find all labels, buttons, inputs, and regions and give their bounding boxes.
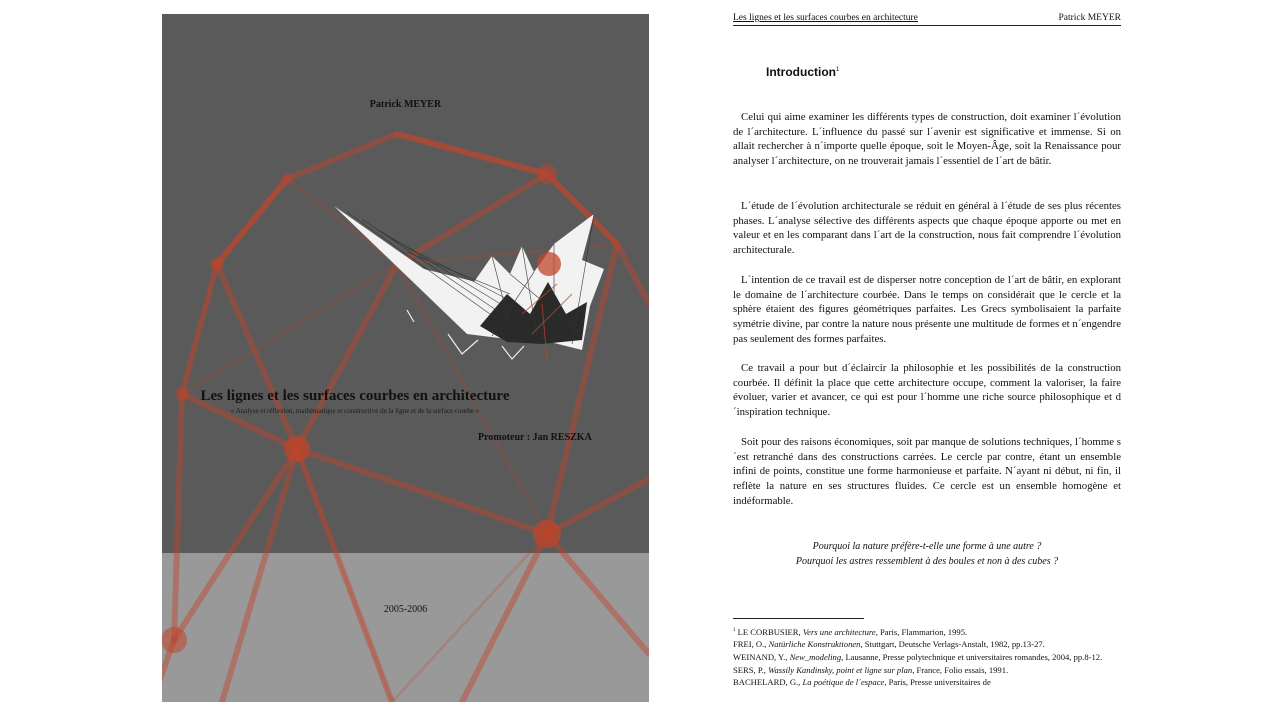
- footnote-details: , France, Folio essais, 1991.: [912, 664, 1009, 675]
- cover-author: Patrick MEYER: [369, 99, 442, 110]
- cover-promoter: Promoteur : Jan RESZKA: [478, 432, 592, 443]
- footnote-details: , Lausanne, Presse polytechnique et universitaires romandes, 2004, pp.8-12.: [841, 652, 1103, 663]
- footnote-ref: 1: [835, 67, 840, 73]
- footnote-title: Vers une architecture: [802, 626, 876, 637]
- cover-page: [162, 14, 649, 702]
- paragraph: Celui qui aime examiner les différents types de construction, doit examiner l´évolution de l´architecture. L´influence du passé sur l´avenir est significative et immense. Si on allait rechercher à n´importe quelle époque, soit le Moyen-Âge, soit la Renaissance pour analyser l´architecture, on ne trouverait jamais l´essentiel de l´art de bâtir.: [733, 111, 1121, 168]
- text-page: [733, 0, 1121, 720]
- question-line: Pourquoi la nature préfère-t-elle une forme à une autre ?: [812, 541, 1042, 552]
- closing-questions: [733, 540, 1121, 569]
- section-heading: [766, 65, 839, 79]
- footnotes: [733, 625, 1121, 689]
- footnote-title: Natürliche Konstruktionen: [768, 639, 861, 650]
- footnote: [733, 664, 1121, 677]
- running-header: [733, 13, 1121, 26]
- footnote-author: WEINAND, Y.,: [733, 652, 790, 663]
- footnote-author: FREI, O.,: [733, 639, 769, 650]
- paragraph: Ce travail a pour but d´éclaircir la philosophie et les possibilités de la construction courbée. Il définit la place que cette architecture occupe, comment la valoriser, la faire évoluer, varier et avancer, ce qui est pour l´homme une riche source philosophique et d´inspiration technique.: [733, 362, 1121, 419]
- footnote: [733, 625, 1121, 638]
- hyperbolic-paraboloid-structure-icon: [334, 206, 604, 359]
- header-author: Patrick MEYER: [1058, 13, 1121, 23]
- question-line: Pourquoi les astres ressemblent à des boules et non à des cubes ?: [795, 555, 1059, 567]
- footnote-author: LE CORBUSIER,: [737, 626, 803, 637]
- cover-title: Les lignes et les surfaces courbes en architecture: [200, 388, 510, 404]
- cover-subtitle: « Analyse et réflexion, mathématique et constructive de la ligne et de la surface courbe »: [230, 407, 480, 415]
- footnote-details: , Stuttgart, Deutsche Verlags-Anstalt, 1982, pp.13-27.: [860, 639, 1045, 650]
- paragraph: Soit pour des raisons économiques, soit par manque de solutions techniques, l´homme s´est retranché dans des constructions carrées. Le cercle par contre, étant un ensemble infini de points, constitue une forme harmonieuse et parfaite. N´ayant ni début, ni fin, il reflète la nature en ses structures fluides. Ce cercle est un ensemble homogène et indéformable.: [733, 436, 1121, 507]
- footnote-divider: [733, 618, 864, 619]
- footnote-details: , Paris, Flammarion, 1995.: [875, 626, 968, 637]
- geodesic-network-graphic: [162, 14, 649, 702]
- paragraph: L´intention de ce travail est de disperser notre conception de l´art de bâtir, en explorant le domaine de l´architecture courbée. Dans le temps on considérait que le cercle et la sphère étaient des figures géométriques parfaites. Les Grecs symbolisaient la parfaite symétrie divine, par contre la nature nous présente une multitude de formes et n´engendre pas seulement des formes parfaites.: [733, 274, 1121, 345]
- footnote-mark: 1: [733, 628, 736, 633]
- footnote-title: New_modeling: [789, 652, 842, 663]
- footnote: [733, 638, 1121, 651]
- footnote-author: SERS, P.,: [733, 664, 769, 675]
- cover-year: 2005-2006: [383, 604, 428, 615]
- footnote: [733, 676, 1121, 689]
- heading-text: Introduction: [766, 65, 836, 79]
- footnote: [733, 651, 1121, 664]
- header-title: Les lignes et les surfaces courbes en architecture: [733, 13, 918, 23]
- footnote-author: BACHELARD, G.,: [733, 677, 803, 688]
- paragraph: L´étude de l´évolution architecturale se réduit en général à l´étude de ses plus récentes phases. L´analyse sélective des différents aspects que chaque époque apporte ou met en valeur et en les comparant dans l´art de la construction, nous fait comprendre l´évolution architecturale.: [733, 200, 1121, 257]
- footnote-title: Wassily Kandinsky, point et ligne sur plan: [768, 664, 913, 675]
- footnote-details: , Paris, Presse universitaires de: [884, 677, 991, 688]
- footnote-title: La poétique de l´espace: [802, 677, 885, 688]
